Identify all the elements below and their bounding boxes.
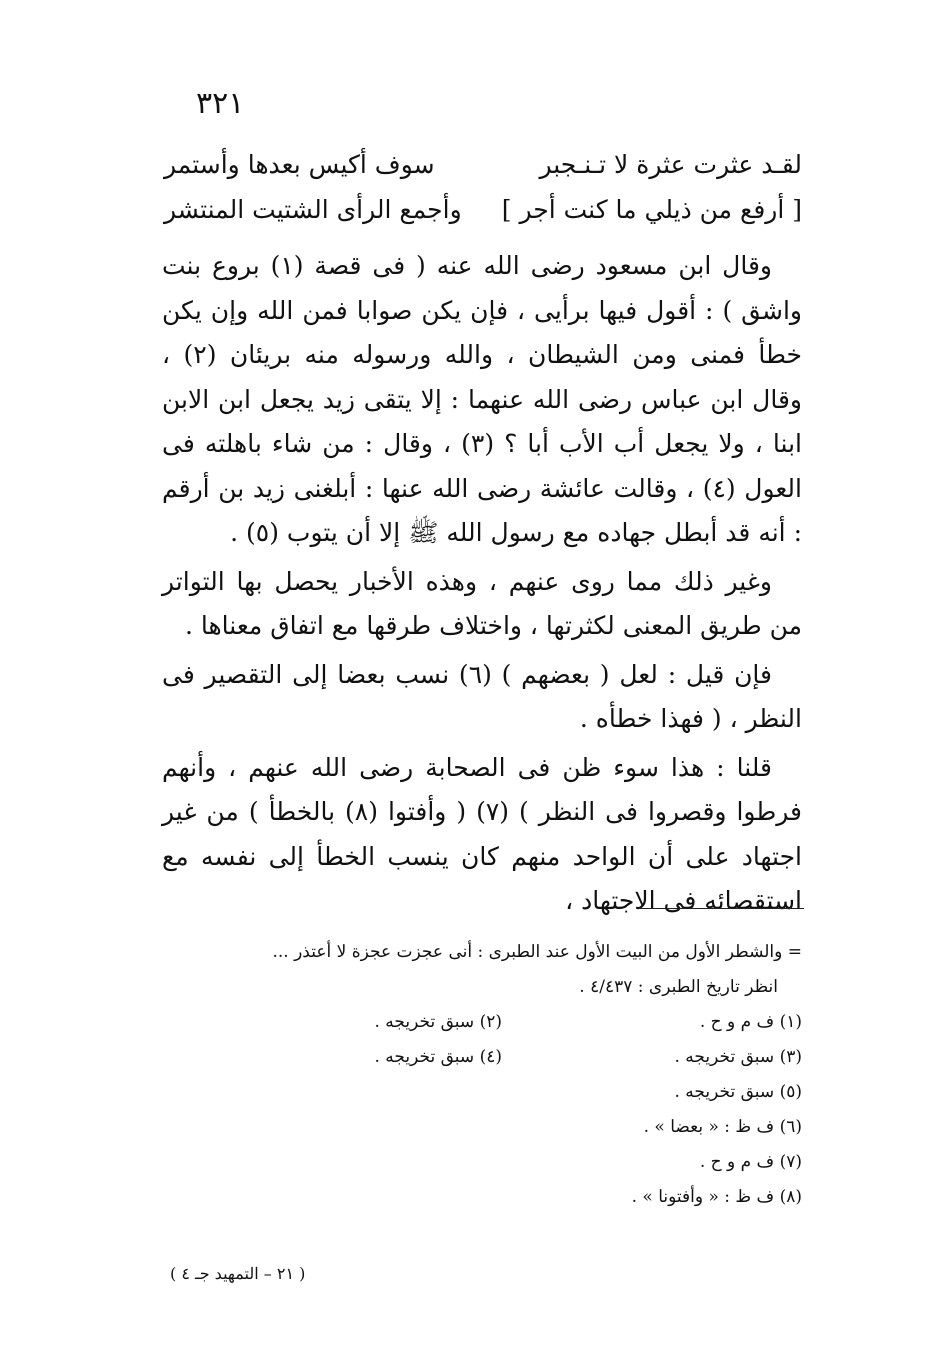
- paragraph: وغير ذلك مما روى عنهم ، وهذه الأخبار يحصل بها التواتر من طريق المعنى لكثرتها ، واختلاف طرقها مع اتفاق معناها .: [162, 566, 802, 640]
- verse-second-hemistich: وأجمع الرأى الشتيت المنتشر: [164, 195, 462, 224]
- footnotes: [168, 935, 802, 1215]
- paragraph: قلنا : هذا سوء ظن فى الصحابة رضى الله عنهم ، وأنهم فرطوا وقصروا فى النظر ) (٧) ( وأفتوا (٨) بالخطأ ) من غير اجتهاد على أن الواحد منهم كان ينسب الخطأ إلى نفسه مع استقصائه فى الاجتهاد ،: [162, 752, 802, 915]
- verse-first-hemistich: لقـد عثرت عثرة لا تـنـجبر: [539, 150, 802, 179]
- footnote-continuation-reference: انظر تاريخ الطبرى : ٤/٤٣٧ .: [579, 977, 778, 997]
- footnote-continuation: = والشطر الأول من البيت الأول عند الطبرى : أنى عجزت عجزة لا أعتذر ...: [272, 942, 802, 962]
- footnote-row: [168, 1040, 802, 1075]
- poem-verse: [164, 150, 802, 190]
- paragraph: فإن قيل : لعل ( بعضهم ) (٦) نسب بعضا إلى التقصير فى النظر ، ( فهذا خطأه .: [162, 659, 802, 733]
- footnote-divider: [640, 908, 804, 909]
- footnote-6: (٦) ف ظ : « بعضا » .: [643, 1117, 802, 1137]
- footnote-7: (٧) ف م و ح .: [699, 1152, 802, 1172]
- main-text: [162, 244, 802, 928]
- paragraph: وقال ابن مسعود رضى الله عنه ( فى قصة (١) بروع بنت واشق ) : أقول فيها برأيى ، فإن يكن صوابا فمن الله وإن يكن خطأ فمنى ومن الشيطان ، والله ورسوله منه بريئان (٢) ، وقال ابن عباس رضى الله عنهما : إلا يتقى زيد يجعل ابن الابن ابنا ، ولا يجعل أب الأب أبا ؟ (٣) ، وقال : من شاء باهلته فى العول (٤) ، وقالت عائشة رضى الله عنها : أبلغنى زيد بن أرقم : أنه قد أبطل جهاده مع رسول الله ﷺ إلا أن يتوب (٥) .: [162, 251, 802, 547]
- footnote-row: [168, 1005, 802, 1040]
- footnote-2: (٢) سبق تخريجه .: [374, 1012, 502, 1032]
- printer-signature: ( ٢١ – التمهيد جـ ٤ ): [170, 1264, 306, 1283]
- footnote-3: (٣) سبق تخريجه .: [674, 1047, 802, 1067]
- verse-second-hemistich: سوف أكيس بعدها وأستمر: [164, 150, 435, 179]
- page-number: ٣٢١: [196, 86, 245, 121]
- footnote-1: (١) ف م و ح .: [699, 1012, 802, 1032]
- footnote-5: (٥) سبق تخريجه .: [674, 1082, 802, 1102]
- verse-first-hemistich: [ أرفع من ذيلي ما كنت أجر ]: [501, 195, 802, 224]
- poem-verse: [164, 195, 802, 235]
- footnote-4: (٤) سبق تخريجه .: [374, 1047, 502, 1067]
- footnote-8: (٨) ف ظ : « وأفتونا » .: [631, 1187, 802, 1207]
